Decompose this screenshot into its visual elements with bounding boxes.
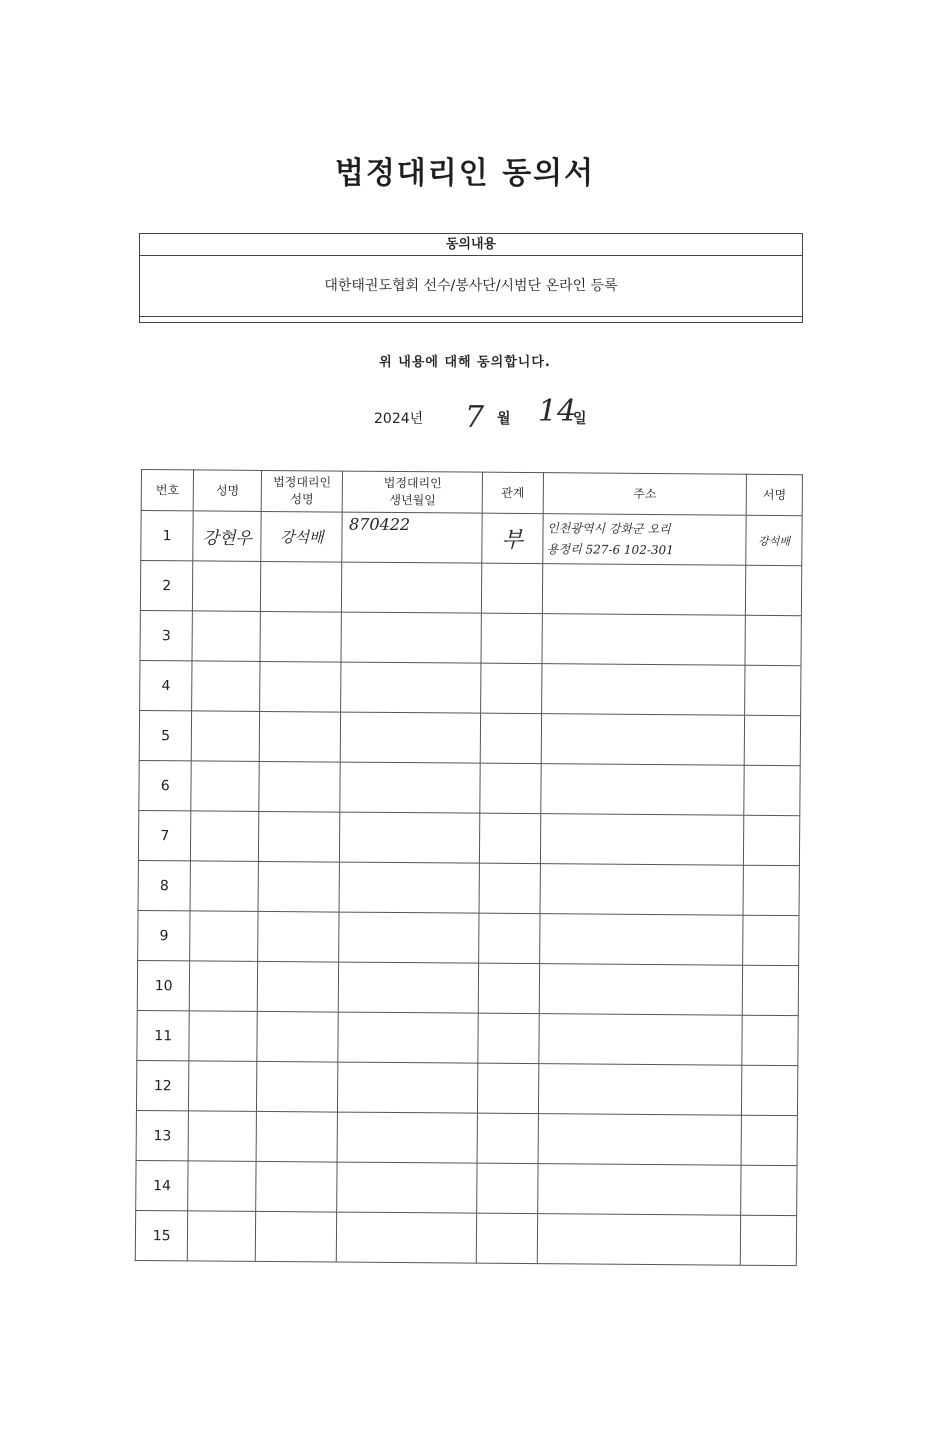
cell-address bbox=[542, 614, 746, 666]
cell-rep-name bbox=[260, 661, 342, 712]
cell-rep-birth bbox=[338, 1112, 478, 1163]
cell-rep-name bbox=[259, 761, 341, 812]
header-rep-birth-line1: 법정대리인 bbox=[383, 475, 442, 491]
cell-rep-name bbox=[256, 1161, 338, 1212]
table-row bbox=[136, 1110, 797, 1165]
row-number: 15 bbox=[152, 1227, 171, 1244]
table-header-row bbox=[141, 470, 802, 516]
address-line2 bbox=[539, 1039, 742, 1041]
cell-rep-birth bbox=[341, 662, 481, 713]
cell-rep-birth bbox=[340, 812, 480, 863]
cell-rep-birth bbox=[339, 962, 479, 1013]
address-line1 bbox=[543, 589, 746, 591]
cell-no bbox=[138, 860, 191, 910]
cell-rep-name bbox=[259, 811, 341, 862]
address-line2: 용정리 527-6 102-301 bbox=[546, 541, 674, 557]
cell-no bbox=[138, 910, 191, 960]
address-line1 bbox=[539, 1039, 742, 1041]
cell-no bbox=[139, 760, 192, 810]
cell-name bbox=[193, 511, 261, 562]
cell-relation bbox=[482, 563, 543, 613]
cell-address bbox=[537, 1214, 741, 1266]
cell-relation bbox=[477, 1163, 538, 1213]
header-rep-name-line1: 법정대리인 bbox=[273, 475, 332, 490]
cell-name bbox=[193, 561, 261, 612]
address-line1 bbox=[540, 989, 743, 991]
address-line2 bbox=[541, 789, 744, 791]
consent-header: 동의내용 bbox=[140, 234, 802, 256]
address-line2 bbox=[538, 1189, 741, 1191]
table-row bbox=[140, 561, 801, 616]
cell-address bbox=[542, 514, 746, 566]
cell-name bbox=[188, 1161, 256, 1212]
date-month-label: 월 bbox=[497, 411, 511, 427]
cell-rep-name bbox=[257, 961, 339, 1012]
cell-no bbox=[140, 660, 193, 710]
cell-rep-birth bbox=[342, 562, 482, 613]
representative-name: 강석배 bbox=[279, 528, 324, 547]
cell-name bbox=[188, 1111, 256, 1162]
row-number: 11 bbox=[154, 1027, 173, 1044]
cell-signature bbox=[744, 765, 800, 815]
header-address: 주소 bbox=[543, 473, 747, 516]
address-line1 bbox=[540, 939, 743, 941]
cell-name bbox=[191, 761, 259, 812]
cell-rep-birth bbox=[339, 862, 479, 913]
cell-no bbox=[139, 710, 192, 760]
table-row bbox=[141, 511, 802, 566]
table-body bbox=[135, 511, 802, 1266]
cell-relation bbox=[480, 813, 541, 863]
header-rep-birth-line2: 생년월일 bbox=[389, 492, 436, 508]
relation: 부 bbox=[501, 527, 524, 554]
cell-rep-birth bbox=[339, 912, 479, 963]
table-row bbox=[137, 960, 798, 1015]
cell-name bbox=[189, 1011, 257, 1062]
cell-address bbox=[540, 864, 744, 916]
table-row bbox=[136, 1060, 797, 1115]
row-number: 5 bbox=[161, 727, 171, 744]
table-row bbox=[135, 1210, 796, 1265]
table-row bbox=[138, 910, 799, 965]
cell-signature bbox=[742, 1015, 798, 1065]
row-number: 2 bbox=[162, 577, 172, 594]
registration-table bbox=[135, 469, 803, 1266]
row-number: 8 bbox=[159, 877, 169, 894]
cell-no bbox=[138, 810, 191, 860]
address-line1 bbox=[541, 739, 744, 741]
cell-rep-name bbox=[256, 1111, 338, 1162]
address-line2 bbox=[543, 589, 746, 591]
cell-address bbox=[541, 714, 745, 766]
consent-body: 대한태권도협회 선수/봉사단/시범단 온라인 등록 bbox=[140, 256, 802, 317]
header-relation: 관계 bbox=[482, 472, 543, 513]
header-rep-name-line2: 성명 bbox=[290, 492, 314, 507]
cell-signature bbox=[741, 1215, 797, 1265]
address-line2 bbox=[541, 739, 744, 741]
cell-relation bbox=[477, 1113, 538, 1163]
cell-relation bbox=[480, 713, 541, 763]
cell-address bbox=[538, 1014, 742, 1066]
table-row bbox=[137, 1010, 798, 1065]
cell-rep-name bbox=[255, 1211, 337, 1262]
cell-rep-name bbox=[258, 861, 340, 912]
address-line2 bbox=[540, 939, 743, 941]
cell-address bbox=[539, 964, 743, 1016]
cell-rep-birth bbox=[342, 512, 482, 563]
address-line1 bbox=[542, 689, 745, 691]
cell-no bbox=[137, 960, 190, 1010]
cell-no bbox=[140, 561, 193, 611]
cell-name bbox=[192, 661, 260, 712]
table-row bbox=[138, 860, 799, 915]
cell-rep-name bbox=[257, 1011, 339, 1062]
cell-address bbox=[540, 814, 744, 866]
address-line1: 인천광역시 강화군 오리 bbox=[547, 520, 671, 536]
header-name: 성명 bbox=[194, 470, 262, 512]
date-day-label: 일 bbox=[573, 411, 587, 427]
consent-box bbox=[139, 233, 803, 323]
cell-signature bbox=[743, 965, 799, 1015]
cell-relation bbox=[480, 763, 541, 813]
participant-name: 강현우 bbox=[202, 528, 252, 549]
cell-rep-name bbox=[257, 1061, 339, 1112]
row-number: 4 bbox=[161, 677, 171, 694]
cell-relation bbox=[479, 913, 540, 963]
address-line2 bbox=[541, 839, 744, 841]
cell-rep-name bbox=[260, 561, 342, 612]
address-line2 bbox=[540, 989, 743, 991]
cell-name bbox=[191, 811, 259, 862]
cell-signature bbox=[743, 865, 799, 915]
row-number: 13 bbox=[153, 1127, 172, 1144]
cell-relation bbox=[478, 963, 539, 1013]
cell-signature bbox=[745, 615, 801, 665]
document-title: 법정대리인 동의서 bbox=[334, 156, 596, 191]
agree-statement: 위 내용에 대해 동의합니다. bbox=[379, 355, 551, 370]
cell-no bbox=[136, 1110, 189, 1160]
address-line2 bbox=[542, 639, 745, 641]
row-number: 6 bbox=[160, 777, 170, 794]
cell-rep-birth bbox=[337, 1212, 477, 1263]
cell-rep-name bbox=[258, 911, 340, 962]
cell-address bbox=[537, 1164, 741, 1216]
cell-no bbox=[140, 610, 193, 660]
cell-relation bbox=[478, 1013, 539, 1063]
table-row bbox=[136, 1160, 797, 1215]
table-row bbox=[140, 660, 801, 715]
cell-address bbox=[539, 914, 743, 966]
row-number: 3 bbox=[161, 627, 171, 644]
cell-name bbox=[192, 611, 260, 662]
address-line1 bbox=[540, 889, 743, 891]
cell-rep-birth bbox=[341, 712, 481, 763]
cell-relation bbox=[479, 863, 540, 913]
cell-signature bbox=[746, 515, 802, 565]
row-number: 1 bbox=[162, 527, 172, 544]
cell-rep-name bbox=[261, 511, 343, 562]
table-row bbox=[140, 610, 801, 665]
cell-relation bbox=[481, 663, 542, 713]
address-line1 bbox=[538, 1139, 741, 1141]
cell-relation bbox=[477, 1213, 538, 1263]
row-number: 10 bbox=[154, 977, 173, 994]
cell-signature bbox=[744, 815, 800, 865]
cell-no bbox=[141, 511, 194, 561]
table-row bbox=[139, 710, 800, 765]
cell-address bbox=[538, 1064, 742, 1116]
header-signature: 서명 bbox=[746, 474, 802, 515]
address-line2 bbox=[539, 1089, 742, 1091]
header-no: 번호 bbox=[141, 470, 194, 511]
cell-signature bbox=[741, 1165, 797, 1215]
table-row bbox=[138, 810, 799, 865]
row-number: 9 bbox=[159, 927, 169, 944]
cell-rep-name bbox=[260, 611, 342, 662]
address-line2 bbox=[540, 889, 743, 891]
address-line1 bbox=[538, 1189, 741, 1191]
cell-address bbox=[540, 764, 744, 816]
address-line1 bbox=[541, 839, 744, 841]
cell-address bbox=[541, 664, 745, 716]
address-line1 bbox=[542, 639, 745, 641]
cell-name bbox=[190, 961, 258, 1012]
cell-relation bbox=[478, 1063, 539, 1113]
cell-name bbox=[190, 911, 258, 962]
cell-signature bbox=[745, 665, 801, 715]
date-day-handwritten: 14 bbox=[538, 394, 577, 429]
address-line1 bbox=[541, 789, 744, 791]
address-line2 bbox=[542, 689, 745, 691]
cell-rep-birth bbox=[341, 612, 481, 663]
cell-signature bbox=[746, 565, 802, 615]
cell-signature bbox=[742, 1065, 798, 1115]
cell-name bbox=[189, 1061, 257, 1112]
date-line bbox=[370, 394, 630, 444]
header-rep-birth bbox=[343, 471, 483, 513]
cell-relation bbox=[482, 513, 543, 563]
cell-address bbox=[542, 564, 746, 616]
cell-relation bbox=[481, 613, 542, 663]
cell-rep-birth bbox=[338, 1012, 478, 1063]
date-year: 2024년 bbox=[374, 411, 424, 427]
cell-address bbox=[538, 1114, 742, 1166]
header-rep-name bbox=[261, 470, 343, 512]
address-line1 bbox=[539, 1089, 742, 1091]
row-number: 7 bbox=[160, 827, 170, 844]
cell-signature bbox=[745, 715, 801, 765]
cell-signature bbox=[743, 915, 799, 965]
cell-no bbox=[136, 1160, 189, 1210]
cell-name bbox=[192, 711, 260, 762]
signature: 강석배 bbox=[758, 534, 791, 548]
cell-name bbox=[188, 1211, 256, 1262]
representative-birthdate: 870422 bbox=[348, 514, 411, 535]
row-number: 12 bbox=[153, 1077, 172, 1094]
cell-no bbox=[136, 1060, 189, 1110]
cell-rep-name bbox=[259, 711, 341, 762]
cell-rep-birth bbox=[340, 762, 480, 813]
address-line1 bbox=[538, 1239, 741, 1241]
date-month-handwritten: 7 bbox=[465, 400, 485, 435]
cell-name bbox=[190, 861, 258, 912]
cell-rep-birth bbox=[337, 1162, 477, 1213]
cell-no bbox=[135, 1210, 188, 1260]
cell-rep-birth bbox=[338, 1062, 478, 1113]
cell-signature bbox=[741, 1115, 797, 1165]
address-line2 bbox=[538, 1139, 741, 1141]
row-number: 14 bbox=[153, 1177, 172, 1194]
cell-no bbox=[137, 1010, 190, 1060]
table-row bbox=[139, 760, 800, 815]
address-line2 bbox=[538, 1239, 741, 1241]
